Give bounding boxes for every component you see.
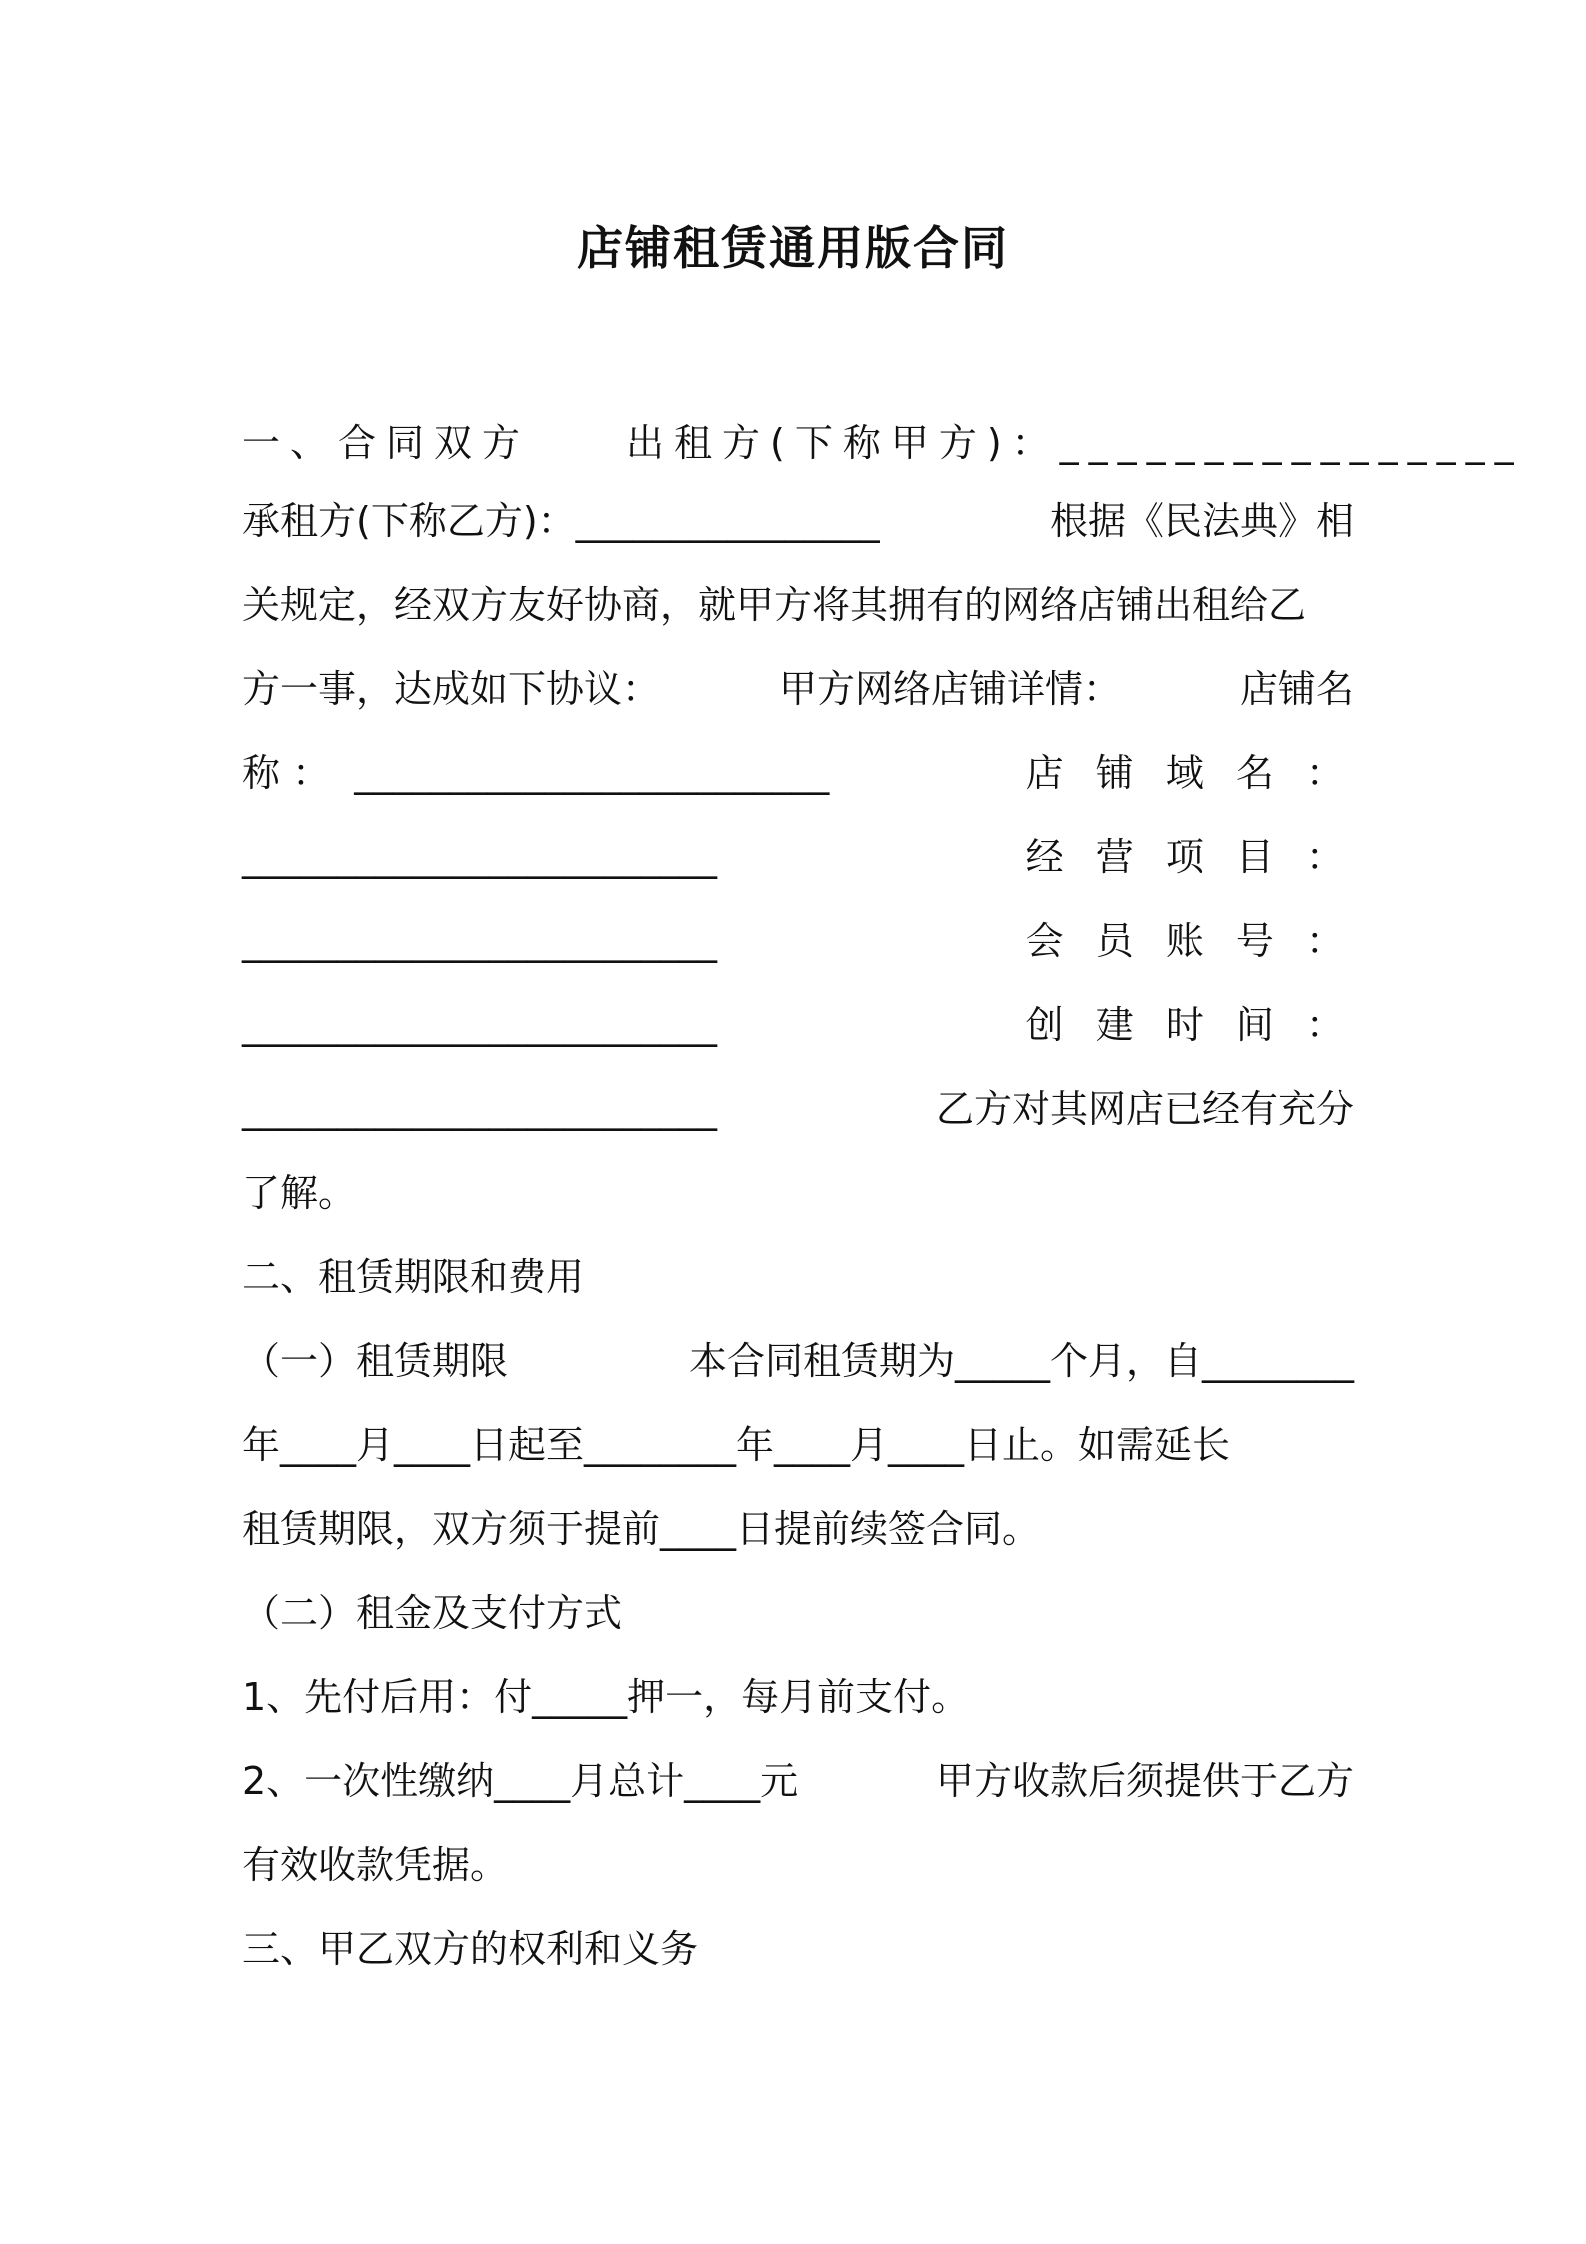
subsection-heading: （一）租赁期限	[242, 1339, 509, 1383]
text-segment: 关规定，经双方友好协商，就甲方将其拥有的网络店铺出租给乙	[242, 583, 1307, 627]
text-segment: 1、先付后用：付_____押一，每月前支付。	[242, 1675, 970, 1719]
text-segment: 租赁期限，双方须于提前____日提前续签合同。	[242, 1507, 1041, 1551]
member-account-label: 会 员 账 号 ：	[1025, 919, 1354, 963]
text-line	[242, 1756, 1354, 1806]
store-name-field: 称 ： _________________________	[242, 751, 830, 795]
lessee-field: 承租方(下称乙方)：________________	[242, 499, 880, 543]
text-segment: 了解。	[242, 1171, 357, 1215]
text-line	[242, 1840, 1354, 1890]
subsection-heading: （二）租金及支付方式	[242, 1591, 623, 1635]
blank-line: _________________________	[242, 1003, 717, 1047]
text-line	[242, 1084, 1354, 1134]
section-heading: 三、甲乙双方的权利和义务	[242, 1927, 699, 1971]
text-line	[242, 1000, 1354, 1050]
text-line	[242, 496, 1354, 546]
lessor-field: 出租方(下称甲方)：________________	[626, 421, 1524, 465]
blank-line: _________________________	[242, 1087, 717, 1131]
text-line	[242, 1924, 1354, 1974]
text-line	[242, 1588, 1354, 1638]
text-line	[242, 1504, 1354, 1554]
text-segment: 2、一次性缴纳____月总计____元	[242, 1759, 799, 1803]
creation-time-label: 创 建 时 间 ：	[1025, 1003, 1354, 1047]
text-segment: 店铺名	[1239, 667, 1354, 711]
section-heading: 一、合同双方	[242, 421, 531, 465]
blank-line: _________________________	[242, 835, 717, 879]
text-line	[242, 1252, 1354, 1302]
text-line	[242, 916, 1354, 966]
text-line	[242, 832, 1354, 882]
text-segment: 根据《民法典》相	[1049, 499, 1354, 543]
text-line	[242, 664, 1354, 714]
section-heading: 二、租赁期限和费用	[242, 1255, 585, 1299]
text-segment: 本合同租赁期为_____个月，自________	[688, 1339, 1354, 1383]
text-line	[242, 418, 1524, 468]
text-line	[242, 1420, 1354, 1470]
text-segment: 甲方网络店铺详情：	[778, 667, 1121, 711]
text-segment: 乙方对其网店已经有充分	[935, 1087, 1354, 1131]
store-domain-label: 店 铺 域 名 ：	[1025, 751, 1354, 795]
text-line	[242, 748, 1354, 798]
text-segment: 方一事，达成如下协议：	[242, 667, 661, 711]
business-scope-label: 经 营 项 目 ：	[1025, 835, 1354, 879]
document-title: 店铺租赁通用版合同	[577, 221, 1009, 275]
text-segment: 有效收款凭据。	[242, 1843, 509, 1887]
text-segment: 甲方收款后须提供于乙方	[935, 1759, 1354, 1803]
blank-line: _________________________	[242, 919, 717, 963]
text-line	[242, 580, 1354, 630]
text-line	[242, 1672, 1354, 1722]
text-segment: 年____月____日起至________年____月____日止。如需延长	[242, 1423, 1231, 1467]
text-line	[242, 1336, 1354, 1386]
text-line	[242, 1168, 1354, 1218]
